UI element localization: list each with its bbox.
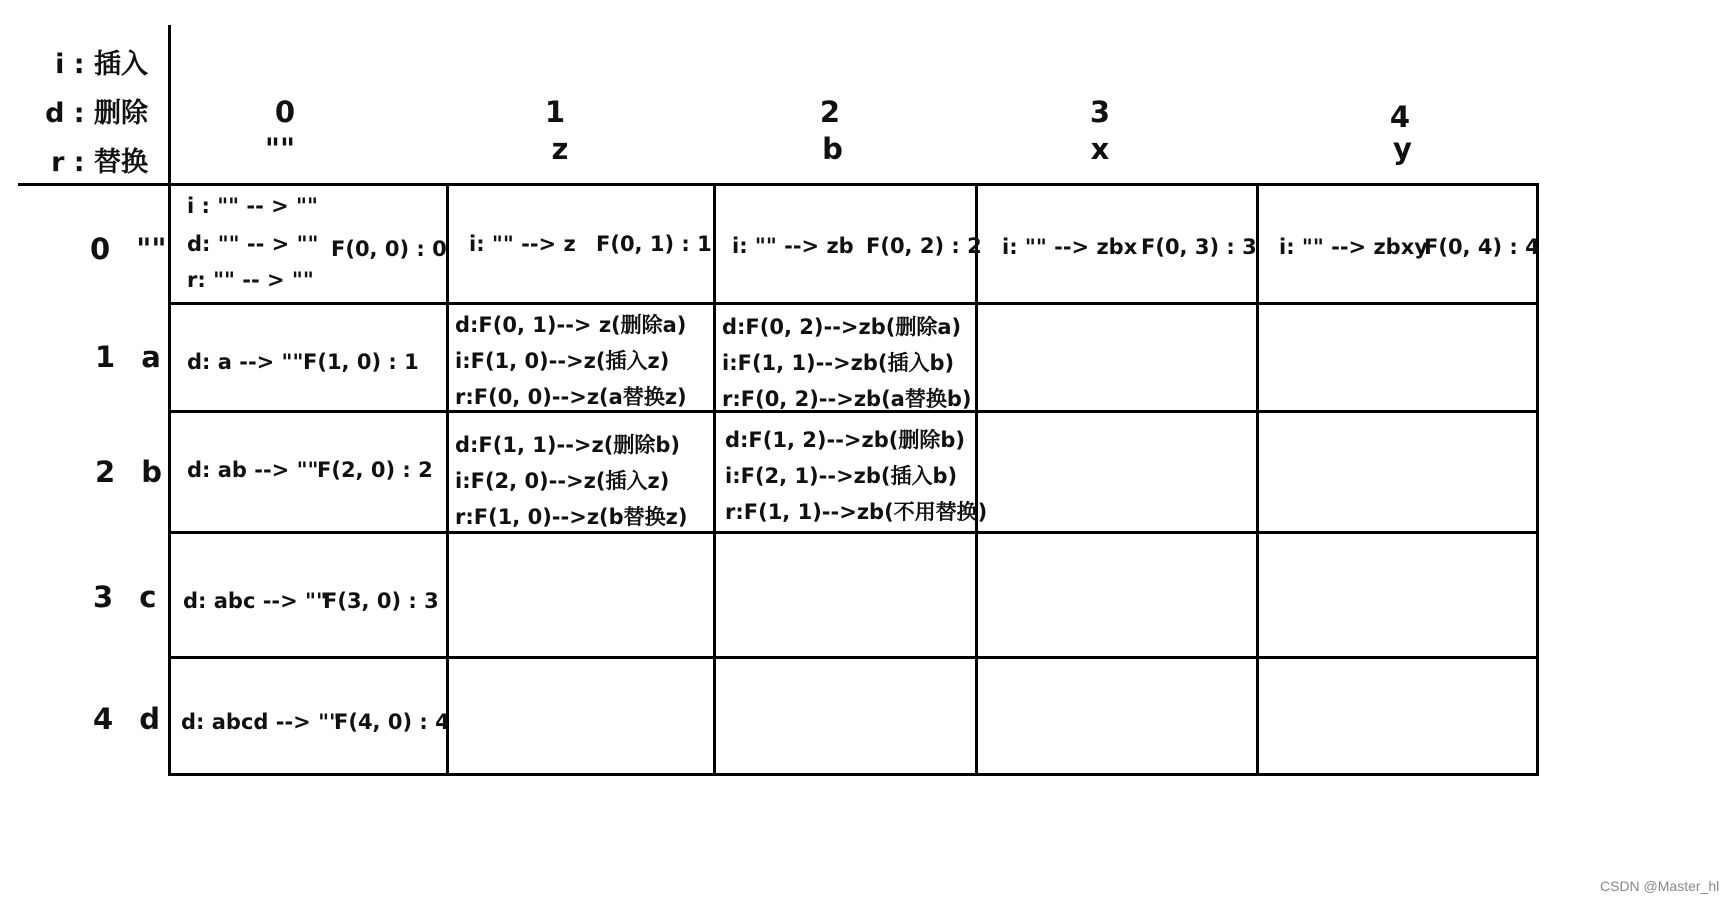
column-char: z <box>551 132 569 166</box>
cell-r1-c4 <box>1259 305 1536 410</box>
cell-line: r:F(0, 2)-->zb(a替换b) <box>722 387 972 411</box>
row-index: 1 <box>95 340 116 374</box>
legend <box>40 40 148 187</box>
row-char: a <box>141 340 161 374</box>
cell-r3-c0 <box>171 534 446 656</box>
cell-line: r: "" -- > "" <box>187 268 314 292</box>
header-vertical-divider <box>168 25 171 185</box>
cell-text: d: abc --> "" <box>183 589 327 613</box>
cell-line: r:F(1, 1)-->zb(不用替换) <box>725 500 988 524</box>
cell-r4-c4 <box>1259 659 1536 773</box>
cell-text: d: a --> "" <box>187 350 304 374</box>
cell-r1-c3 <box>978 305 1256 410</box>
column-header-2 <box>755 95 905 166</box>
cell-r0-c0 <box>171 186 446 302</box>
legend-replace: r : 替换 <box>51 147 148 178</box>
row-index: 2 <box>95 455 116 489</box>
column-char: x <box>1090 132 1110 166</box>
column-index: 0 <box>274 95 296 129</box>
cell-r1-c1 <box>449 305 713 410</box>
cell-value: F(0, 2) : 2 <box>866 234 982 258</box>
column-char: y <box>1393 132 1412 166</box>
row-index: 0 <box>90 232 111 266</box>
row-index: 3 <box>93 580 114 614</box>
cell-line: r:F(0, 0)-->z(a替换z) <box>455 385 687 409</box>
row-header-0 <box>90 232 167 266</box>
cell-line: i : "" -- > "" <box>187 194 318 218</box>
cell-r2-c1 <box>449 413 713 531</box>
row-char: "" <box>136 232 167 266</box>
cell-r0-c2 <box>716 186 982 302</box>
cell-r2-c0 <box>171 413 446 531</box>
cell-value: F(4, 0) : 4 <box>334 710 450 734</box>
cell-text: d: ab --> "" <box>187 458 319 482</box>
column-header-1 <box>480 95 630 166</box>
row-char: b <box>141 455 163 489</box>
cell-line: d:F(1, 1)-->z(删除b) <box>455 433 680 457</box>
cell-line: i:F(1, 0)-->z(插入z) <box>455 349 670 373</box>
cell-line: d:F(1, 2)-->zb(删除b) <box>725 428 965 452</box>
cell-r1-c0 <box>171 305 446 410</box>
cell-r4-c0 <box>171 659 450 773</box>
column-header-0 <box>210 95 360 166</box>
cell-line: i:F(1, 1)-->zb(插入b) <box>722 351 955 375</box>
watermark: CSDN @Master_hl <box>1600 878 1720 894</box>
cell-value: F(3, 0) : 3 <box>323 589 439 613</box>
cell-r4-c1 <box>449 659 713 773</box>
column-char: "" <box>264 132 296 166</box>
cell-r3-c2 <box>716 534 975 656</box>
row-header-4 <box>93 702 160 736</box>
row-header-1 <box>95 340 161 374</box>
cell-r3-c4 <box>1259 534 1536 656</box>
cell-value: F(2, 0) : 2 <box>317 458 433 482</box>
cell-value: F(0, 1) : 1 <box>596 232 712 256</box>
cell-r2-c4 <box>1259 413 1536 531</box>
cell-line: i:F(2, 1)-->zb(插入b) <box>725 464 958 488</box>
header-horizontal-divider <box>18 183 170 186</box>
column-index: 1 <box>544 95 566 129</box>
cell-r4-c2 <box>716 659 975 773</box>
column-index: 4 <box>1389 100 1411 134</box>
row-header-3 <box>93 580 157 614</box>
grid-bottom-line <box>168 773 1539 776</box>
cell-r1-c2 <box>716 305 975 410</box>
cell-value: F(1, 0) : 1 <box>303 350 419 374</box>
cell-text: d: abcd --> "" <box>181 710 340 734</box>
cell-r0-c1 <box>449 186 713 302</box>
cell-line: r:F(1, 0)-->z(b替换z) <box>455 505 688 529</box>
cell-r0-c3 <box>978 186 1256 302</box>
column-header-4 <box>1325 100 1475 166</box>
column-index: 2 <box>819 95 841 129</box>
cell-text: i: "" --> zbxy <box>1279 235 1428 259</box>
cell-line: d:F(0, 1)--> z(删除a) <box>455 313 687 337</box>
column-char: b <box>822 132 843 166</box>
legend-delete: d : 删除 <box>45 98 148 129</box>
column-index: 3 <box>1089 95 1111 129</box>
cell-value: F(0, 4) : 4 <box>1424 235 1540 259</box>
cell-value: F(0, 3) : 3 <box>1141 235 1257 259</box>
column-header-3 <box>1025 95 1175 166</box>
cell-text: i: "" --> zb <box>732 234 854 258</box>
cell-line: i:F(2, 0)-->z(插入z) <box>455 469 670 493</box>
cell-r2-c2 <box>716 413 988 531</box>
cell-line: d:F(0, 2)-->zb(删除a) <box>722 315 962 339</box>
legend-insert: i : 插入 <box>55 49 148 80</box>
row-header-2 <box>95 455 162 489</box>
row-char: c <box>139 580 157 614</box>
cell-text: i: "" --> zbx <box>1002 235 1138 259</box>
cell-line: d: "" -- > "" <box>187 232 319 256</box>
grid-col-line-5 <box>1536 183 1539 776</box>
cell-r2-c3 <box>978 413 1256 531</box>
cell-r3-c1 <box>449 534 713 656</box>
row-char: d <box>139 702 161 736</box>
cell-r0-c4 <box>1259 186 1540 302</box>
row-index: 4 <box>93 702 114 736</box>
cell-r3-c3 <box>978 534 1256 656</box>
cell-r4-c3 <box>978 659 1256 773</box>
cell-text: i: "" --> z <box>469 232 576 256</box>
cell-value: F(0, 0) : 0 <box>331 237 447 261</box>
